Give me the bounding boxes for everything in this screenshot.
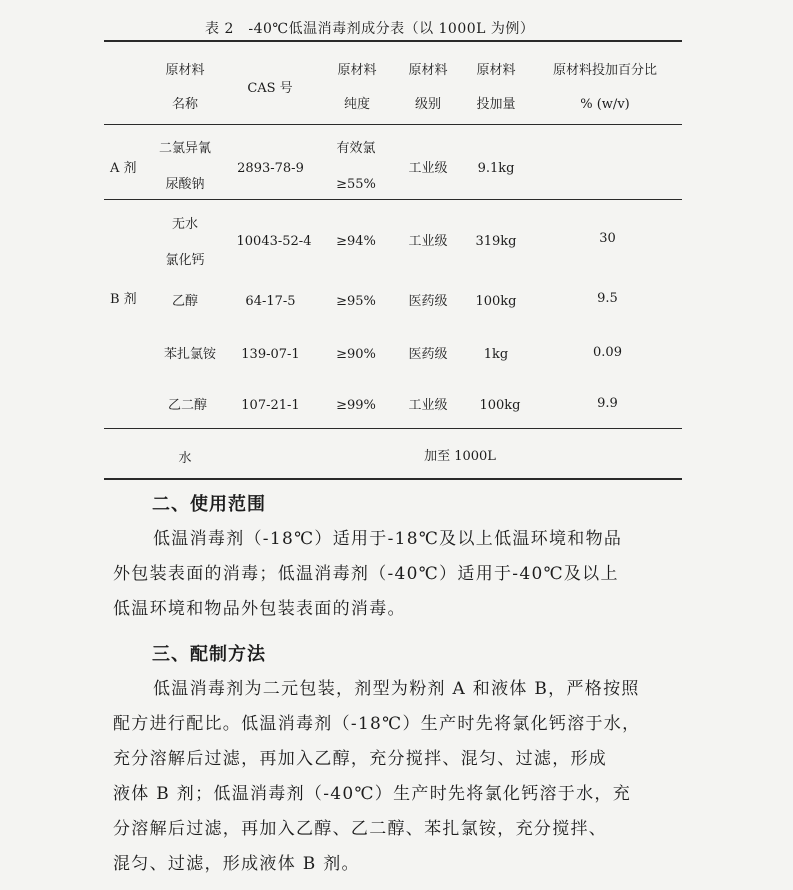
cell-grade: 工业级	[408, 398, 448, 413]
cell-cas: 107-21-1	[241, 398, 300, 413]
cell-cas: 64-17-5	[245, 294, 296, 309]
cell-amount: 1kg	[483, 347, 509, 362]
section-title-usage: 二、使用范围	[152, 494, 266, 515]
section-body-preparation	[113, 672, 688, 882]
cell-cas: 10043-52-4	[236, 234, 312, 249]
cell-percent: 30	[599, 231, 616, 246]
header-purity-line1: 原材料	[337, 63, 377, 78]
cell-percent: 9.9	[597, 396, 618, 411]
paragraph-line: 液体 B 剂；低温消毒剂（-40℃）生产时先将氯化钙溶于水，充	[113, 784, 631, 804]
cell-purity: 有效氯	[336, 141, 376, 156]
cell-amount: 9.1kg	[477, 161, 515, 176]
cell-name: 苯扎氯铵	[163, 347, 216, 362]
table-top-rule	[104, 40, 682, 42]
paragraph-line: 低温消毒剂（-18℃）适用于-18℃及以上低温环境和物品	[153, 529, 623, 549]
cell-percent: 0.09	[593, 345, 622, 360]
cell-amount: 319kg	[475, 234, 517, 249]
cell-name: 无水	[171, 217, 198, 232]
cell-name: 乙醇	[171, 294, 198, 309]
header-cas: CAS 号	[247, 81, 293, 96]
header-purity-line2: 纯度	[343, 97, 370, 112]
cell-purity: ≥94%	[336, 234, 376, 249]
group-a-bottom-rule	[104, 199, 682, 200]
cell-cas: 2893-78-9	[237, 161, 304, 176]
header-bottom-rule	[104, 124, 682, 125]
section-body-usage	[113, 522, 688, 627]
cell-name: 乙二醇	[167, 398, 207, 413]
table-caption: 表 2 -40℃低温消毒剂成分表（以 1000L 为例）	[205, 21, 535, 37]
header-grade-line2: 级别	[414, 97, 441, 112]
header-amount-line1: 原材料	[476, 63, 516, 78]
cell-purity: ≥95%	[336, 294, 376, 309]
cell-purity: ≥55%	[336, 177, 376, 192]
paragraph-line: 外包装表面的消毒；低温消毒剂（-40℃）适用于-40℃及以上	[113, 564, 619, 584]
cell-purity: ≥99%	[336, 398, 376, 413]
header-percent-line2: % (w/v)	[580, 97, 630, 112]
group-b-bottom-rule	[104, 428, 682, 429]
cell-grade: 工业级	[408, 234, 448, 249]
header-grade-line1: 原材料	[408, 63, 448, 78]
cell-amount: 100kg	[479, 398, 521, 413]
cell-name: 二氯异氰	[158, 141, 211, 156]
cell-grade: 医药级	[408, 347, 448, 362]
cell-name: 尿酸钠	[165, 177, 205, 192]
header-amount-line2: 投加量	[476, 97, 516, 112]
cell-cas: 139-07-1	[241, 347, 300, 362]
table-bottom-rule	[104, 478, 682, 480]
cell-water-value: 加至 1000L	[424, 449, 496, 464]
cell-water-name: 水	[178, 451, 192, 466]
header-percent-line1: 原材料投加百分比	[552, 63, 657, 78]
paragraph-line: 混匀、过滤，形成液体 B 剂。	[113, 854, 360, 874]
cell-percent: 9.5	[597, 291, 618, 306]
paragraph-line: 低温消毒剂为二元包装，剂型为粉剂 A 和液体 B，严格按照	[153, 679, 640, 699]
paragraph-line: 低温环境和物品外包装表面的消毒。	[113, 599, 406, 619]
paragraph-line: 充分溶解后过滤，再加入乙醇，充分搅拌、混匀、过滤，形成	[113, 749, 608, 769]
cell-purity: ≥90%	[336, 347, 376, 362]
cell-grade: 医药级	[408, 294, 448, 309]
cell-grade: 工业级	[408, 161, 448, 176]
group-label-b: B 剂	[110, 292, 137, 307]
header-material-line1: 原材料	[165, 63, 205, 78]
header-material-line2: 名称	[171, 97, 198, 112]
cell-name: 氯化钙	[165, 253, 205, 268]
paragraph-line: 分溶解后过滤，再加入乙醇、乙二醇、苯扎氯铵，充分搅拌、	[113, 819, 608, 839]
cell-amount: 100kg	[475, 294, 517, 309]
paragraph-line: 配方进行配比。低温消毒剂（-18℃）生产时先将氯化钙溶于水，	[113, 714, 641, 734]
section-title-preparation: 三、配制方法	[152, 644, 266, 665]
group-label-a: A 剂	[110, 161, 137, 176]
